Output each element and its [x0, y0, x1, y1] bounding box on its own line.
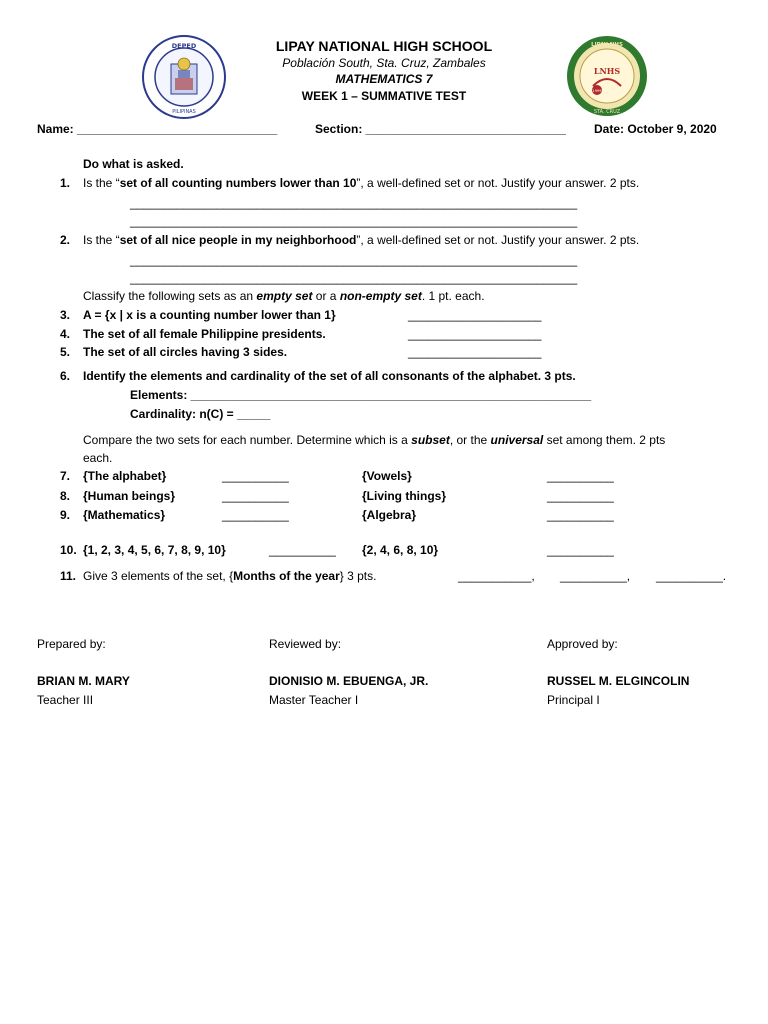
- q2-text-a: Is the “: [83, 233, 120, 247]
- q9-number: 9.: [60, 508, 71, 522]
- q11-blank-3[interactable]: __________.: [656, 569, 727, 583]
- reviewed-by-label: Reviewed by:: [269, 637, 342, 651]
- svg-text:DEPED: DEPED: [171, 42, 197, 50]
- q11-text: [83, 569, 376, 583]
- compare-subset: subset: [411, 433, 450, 447]
- compare-text-c: , or the: [449, 433, 491, 447]
- school-address: Población South, Sta. Cruz, Zambales: [282, 56, 486, 70]
- q11-number: 11.: [60, 569, 77, 583]
- q2-answer-line[interactable]: ___________________________________________________________________: [130, 271, 578, 285]
- q11-text-a: Give 3 elements of the set, {: [83, 569, 234, 583]
- q4-text: The set of all female Philippine presidents.: [83, 327, 326, 341]
- q2-text: [83, 233, 639, 247]
- date-label: Date: October 9, 2020: [594, 122, 717, 136]
- classify-empty-set: empty set: [256, 289, 313, 303]
- approved-by-name: RUSSEL M. ELGINCOLIN: [547, 674, 690, 688]
- q1-answer-line[interactable]: ___________________________________________________________________: [130, 196, 578, 210]
- q8-right-blank[interactable]: __________: [547, 489, 614, 503]
- prepared-by-title: Teacher III: [37, 693, 94, 707]
- compare-universal: universal: [490, 433, 544, 447]
- q1-text-c: ”, a well-defined set or not. Justify your answer. 2 pts.: [356, 176, 640, 190]
- classify-text-e: . 1 pt. each.: [421, 289, 485, 303]
- q10-left-blank[interactable]: __________: [269, 543, 336, 557]
- q1-text-b: set of all counting numbers lower than 10: [119, 176, 357, 190]
- q6-number: 6.: [60, 369, 71, 383]
- q2-text-b: set of all nice people in my neighborhood: [119, 233, 357, 247]
- test-title: WEEK 1 – SUMMATIVE TEST: [301, 89, 467, 103]
- q6-cardinality-line[interactable]: Cardinality: n(C) = _____: [130, 407, 271, 421]
- q11-text-c: } 3 pts.: [339, 569, 377, 583]
- q4-number: 4.: [60, 327, 71, 341]
- q7-left-set: {The alphabet}: [83, 469, 167, 483]
- svg-text:LIPAY NHS: LIPAY NHS: [591, 42, 623, 48]
- classify-instruction: [83, 289, 485, 303]
- svg-text:STA. CRUZ: STA. CRUZ: [593, 109, 621, 115]
- name-field[interactable]: Name: ______________________________: [37, 122, 278, 136]
- q4-answer-blank[interactable]: ____________________: [408, 327, 542, 341]
- svg-text:PILIPINAS: PILIPINAS: [172, 109, 196, 115]
- q1-answer-line[interactable]: ___________________________________________________________________: [130, 214, 578, 228]
- q7-right-set: {Vowels}: [362, 469, 412, 483]
- q5-number: 5.: [60, 345, 71, 359]
- q11-blank-1[interactable]: ___________,: [458, 569, 535, 583]
- q2-text-c: ”, a well-defined set or not. Justify your answer. 2 pts.: [356, 233, 640, 247]
- q8-left-set: {Human beings}: [83, 489, 176, 503]
- q3-text: A = {x | x is a counting number lower than 1}: [83, 308, 336, 322]
- q1-number: 1.: [60, 176, 71, 190]
- classify-text-a: Classify the following sets as an: [83, 289, 257, 303]
- section-field[interactable]: Section: ______________________________: [315, 122, 566, 136]
- q5-text: The set of all circles having 3 sides.: [83, 345, 288, 359]
- compare-text-e: set among them. 2 pts: [543, 433, 666, 447]
- approved-by-label: Approved by:: [547, 637, 618, 651]
- reviewed-by-name: DIONISIO M. EBUENGA, JR.: [269, 674, 429, 688]
- svg-text:1999: 1999: [592, 89, 602, 93]
- school-name: LIPAY NATIONAL HIGH SCHOOL: [275, 38, 493, 54]
- q6-elements-line[interactable]: Elements: ____________________________________________________________: [130, 388, 592, 402]
- compare-text-a: Compare the two sets for each number. Determine which is a: [83, 433, 412, 447]
- approved-by-title: Principal I: [547, 693, 600, 707]
- q1-text: [83, 176, 639, 190]
- q10-number: 10.: [60, 543, 77, 557]
- svg-text:LNHS: LNHS: [593, 66, 621, 76]
- q8-left-blank[interactable]: __________: [222, 489, 289, 503]
- q10-right-blank[interactable]: __________: [547, 543, 614, 557]
- q1-text-a: Is the “: [83, 176, 120, 190]
- compare-instruction: [83, 433, 665, 447]
- subject-title: MATHEMATICS 7: [335, 72, 433, 86]
- q11-blank-2[interactable]: __________,: [560, 569, 631, 583]
- q9-right-set: {Algebra}: [362, 508, 417, 522]
- q9-left-set: {Mathematics}: [83, 508, 166, 522]
- q7-left-blank[interactable]: __________: [222, 469, 289, 483]
- q8-right-set: {Living things}: [362, 489, 446, 503]
- q9-left-blank[interactable]: __________: [222, 508, 289, 522]
- q7-right-blank[interactable]: __________: [547, 469, 614, 483]
- classify-non-empty-set: non-empty set: [339, 289, 422, 303]
- prepared-by-label: Prepared by:: [37, 637, 106, 651]
- classify-text-c: or a: [312, 289, 340, 303]
- q7-number: 7.: [60, 469, 71, 483]
- q8-number: 8.: [60, 489, 71, 503]
- q3-number: 3.: [60, 308, 71, 322]
- reviewed-by-title: Master Teacher I: [269, 693, 359, 707]
- q2-answer-line[interactable]: ___________________________________________________________________: [130, 253, 578, 267]
- q3-answer-blank[interactable]: ____________________: [408, 308, 542, 322]
- q10-left-set: {1, 2, 3, 4, 5, 6, 7, 8, 9, 10}: [83, 543, 226, 557]
- prepared-by-name: BRIAN M. MARY: [37, 674, 130, 688]
- instructions: Do what is asked.: [83, 157, 184, 171]
- q10-right-set: {2, 4, 6, 8, 10}: [362, 543, 439, 557]
- compare-instruction-cont: each.: [83, 451, 113, 465]
- q5-answer-blank[interactable]: ____________________: [408, 345, 542, 359]
- q9-right-blank[interactable]: __________: [547, 508, 614, 522]
- q11-text-b: Months of the year: [233, 569, 340, 583]
- q6-text: Identify the elements and cardinality of the set of all consonants of the alphabet. 3 pts.: [83, 369, 576, 383]
- q2-number: 2.: [60, 233, 71, 247]
